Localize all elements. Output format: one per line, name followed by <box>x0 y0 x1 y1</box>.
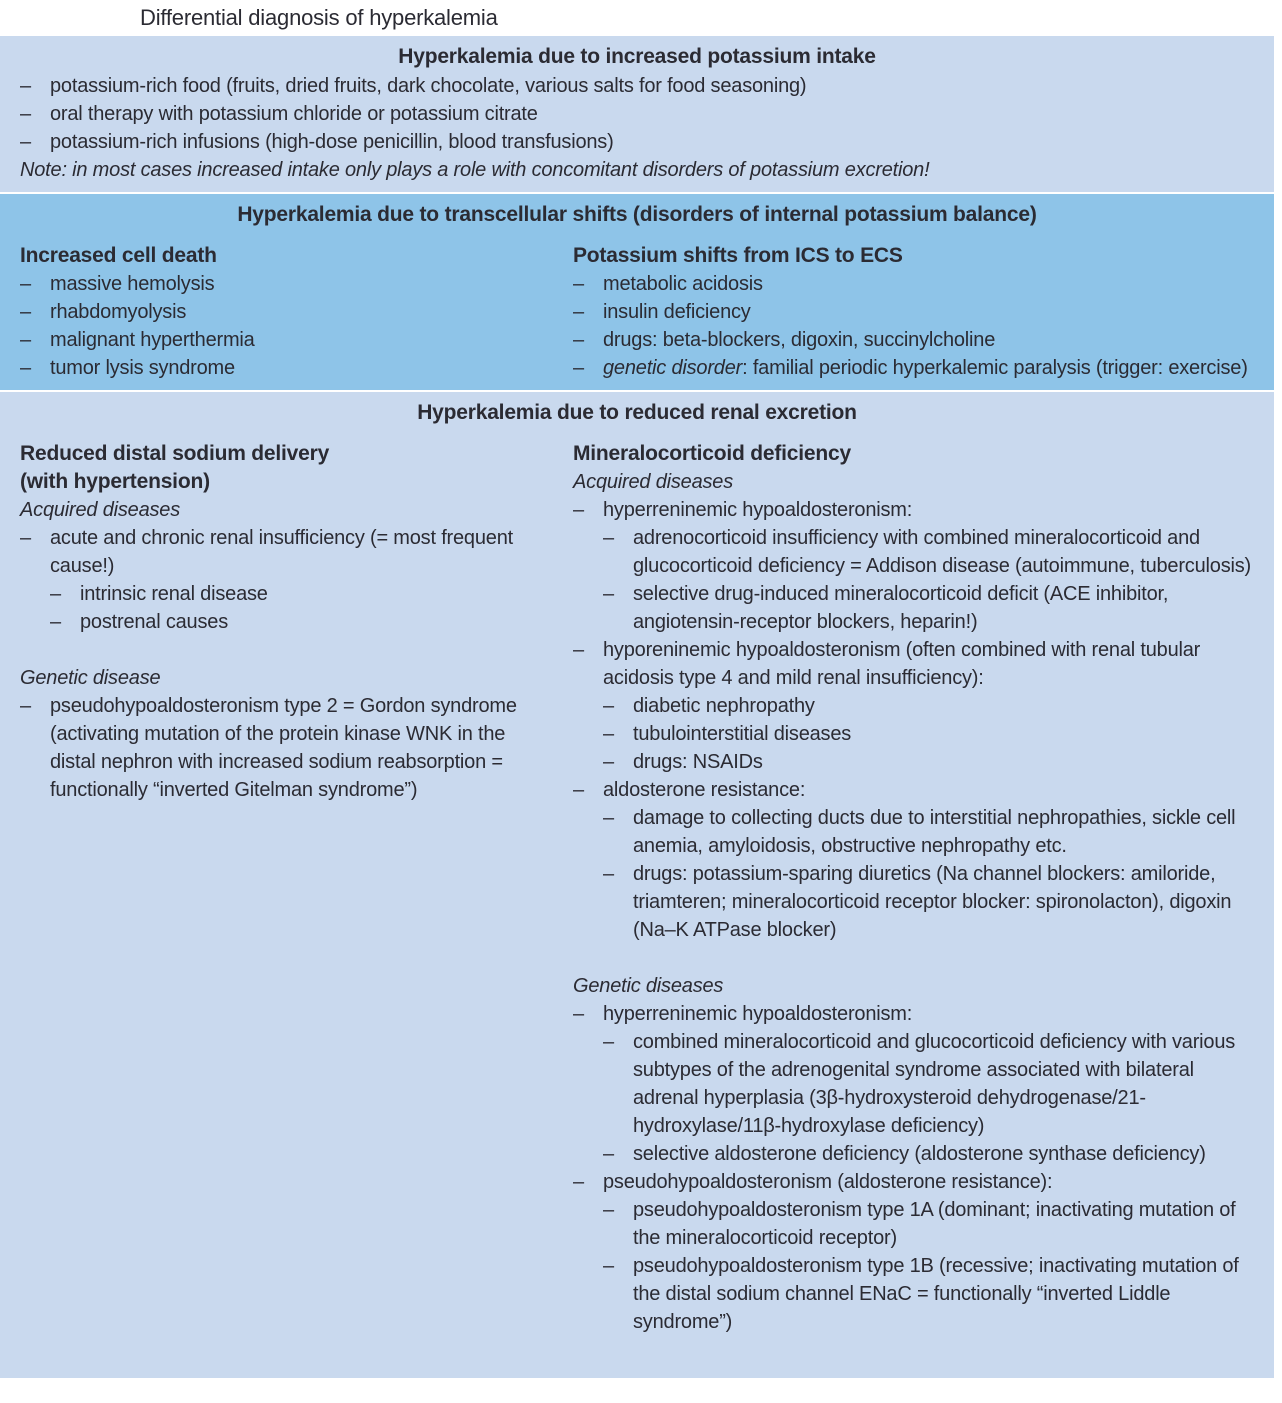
list-item <box>20 326 555 354</box>
dash-bullet: – <box>603 1143 614 1165</box>
dash-bullet: – <box>50 611 61 633</box>
list-item <box>573 776 1254 944</box>
list-item-text: pseudohypoaldosteronism (aldosterone resistance): – pseudohypoaldosteronism type 1A (dominant; inactivating mutation of the mineralocorticoid receptor) – pseudohypoaldosteronism type 1B (recessive; inactivating mutation of the distal sodium channel ENaC = functionally “inverted Liddle syndrome”) <box>603 1168 1254 1336</box>
list-item-text: adrenocorticoid insufficiency with combined mineralocorticoid and glucocorticoid deficiency = Addison disease (autoimmune, tuberculosis) <box>633 527 1252 577</box>
list-item <box>573 1000 1254 1168</box>
list-item-text: intrinsic renal disease <box>80 583 268 605</box>
dash-bullet: – <box>603 527 614 549</box>
dash-list <box>20 270 555 382</box>
dash-list <box>603 1028 1254 1168</box>
cell-death-list <box>20 270 555 382</box>
list-item-text: pseudohypoaldosteronism type 1A (dominant; inactivating mutation of the mineralocorticoid receptor) <box>633 1199 1236 1249</box>
list-item-text: drugs: NSAIDs <box>633 751 763 773</box>
list-item <box>50 580 555 608</box>
list-item-text: selective aldosterone deficiency (aldosterone synthase deficiency) <box>633 1143 1206 1165</box>
dash-bullet: – <box>20 329 31 351</box>
list-item <box>603 860 1254 944</box>
list-item-text: insulin deficiency <box>603 301 751 323</box>
dash-bullet: – <box>573 301 584 323</box>
intake-list <box>20 72 1254 156</box>
list-item <box>573 326 1254 354</box>
list-item <box>573 270 1254 298</box>
list-item <box>603 1252 1254 1336</box>
dash-bullet: – <box>603 751 614 773</box>
table-title: Differential diagnosis of hyperkalemia <box>140 5 498 30</box>
list-item <box>573 298 1254 326</box>
shifts-column-left <box>20 242 573 382</box>
dash-bullet: – <box>50 583 61 605</box>
dash-list <box>573 496 1254 944</box>
differential-diagnosis-table <box>0 36 1274 1378</box>
ics-ecs-list <box>573 270 1254 382</box>
dash-list <box>603 1196 1254 1336</box>
dash-bullet: – <box>573 639 584 661</box>
dash-bullet: – <box>20 357 31 379</box>
list-item-text: tubulointerstitial diseases <box>633 723 852 745</box>
column-heading: Mineralocorticoid deficiency <box>573 442 851 465</box>
group-subheading: Genetic diseases <box>573 975 724 997</box>
dash-bullet: – <box>603 807 614 829</box>
section-transcellular-shifts <box>0 194 1274 390</box>
list-item <box>603 580 1254 636</box>
list-item-text: aldosterone resistance: – damage to collecting ducts due to interstitial nephropathies, sickle cell anemia, amyloidosis, obstructive nephropathy etc. – drugs: potassium-sparing diuretics (Na channel blockers: amiloride, triamteren; mineralocorticoid receptor blocker: spironolacton), digoxin (Na–K ATPase blocker) <box>603 776 1254 944</box>
dash-bullet: – <box>573 1171 584 1193</box>
list-item-text: massive hemolysis <box>50 273 215 295</box>
dash-bullet: – <box>603 723 614 745</box>
group-subheading: Acquired diseases <box>573 471 734 493</box>
list-item <box>573 354 1254 382</box>
dash-list <box>603 524 1254 636</box>
list-item <box>20 354 555 382</box>
dash-bullet: – <box>603 1199 614 1221</box>
list-item-text: tumor lysis syndrome <box>50 357 235 379</box>
dash-bullet: – <box>20 273 31 295</box>
column-heading: Potassium shifts from ICS to ECS <box>573 244 903 267</box>
list-item-text: hyporeninemic hypoaldosteronism (often combined with renal tubular acidosis type 4 and mild renal insufficiency): – diabetic nephropathy – tubulointerstitial diseases – drugs: NSAIDs <box>603 636 1254 776</box>
renal-columns <box>20 440 1254 1336</box>
genetic-list <box>20 692 555 804</box>
list-item-text: genetic disorder: familial periodic hyperkalemic paralysis (trigger: exercise) <box>603 357 1248 379</box>
list-item-text: malignant hyperthermia <box>50 329 255 351</box>
dash-list <box>20 524 555 636</box>
list-item-text: drugs: beta-blockers, digoxin, succinylcholine <box>603 329 996 351</box>
acquired-list <box>573 496 1254 944</box>
list-item <box>20 692 555 804</box>
dash-list <box>573 1000 1254 1336</box>
section-increased-intake <box>0 36 1274 192</box>
dash-bullet: – <box>20 695 31 717</box>
section-header: Hyperkalemia due to increased potassium intake <box>398 45 876 68</box>
list-item <box>20 100 1254 128</box>
acquired-list <box>20 524 555 636</box>
dash-list <box>573 270 1254 382</box>
group-acquired <box>20 496 555 636</box>
renal-column-left <box>20 440 573 804</box>
list-item-text: acute and chronic renal insufficiency (= most frequent cause!) – intrinsic renal disease – postrenal causes <box>50 524 555 636</box>
list-item-text: postrenal causes <box>80 611 229 633</box>
group-subheading: Acquired diseases <box>20 499 181 521</box>
dash-list <box>20 72 1254 156</box>
dash-bullet: – <box>20 527 31 549</box>
dash-bullet: – <box>20 75 31 97</box>
list-item-text: potassium-rich food (fruits, dried fruits, dark chocolate, various salts for food seasoning) <box>50 75 807 97</box>
dash-list <box>603 692 1254 776</box>
section-header: Hyperkalemia due to transcellular shifts (disorders of internal potassium balance) <box>237 203 1037 226</box>
list-item-text: hyperreninemic hypoaldosteronism: – combined mineralocorticoid and glucocorticoid deficiency with various subtypes of the adrenogenital syndrome associated with bilateral adrenal hyperplasia (3β-hydroxysteroid dehydrogenase/21-hydroxylase/11β-hydroxylase deficiency) – selective aldosterone deficiency (aldosterone synthase deficiency) <box>603 1000 1254 1168</box>
shifts-columns <box>20 242 1254 382</box>
dash-bullet: – <box>573 357 584 379</box>
renal-column-right <box>573 440 1254 1336</box>
list-item <box>20 298 555 326</box>
list-item <box>603 1140 1254 1168</box>
list-item-text: metabolic acidosis <box>603 273 763 295</box>
list-item-text: rhabdomyolysis <box>50 301 187 323</box>
dash-bullet: – <box>603 583 614 605</box>
list-item <box>20 128 1254 156</box>
list-item-text: combined mineralocorticoid and glucocorticoid deficiency with various subtypes of the adrenogenital syndrome associated with bilateral adrenal hyperplasia (3β-hydroxysteroid dehydrogenase/21-hydroxylase/11β-hydroxylase deficiency) <box>633 1031 1236 1137</box>
intake-note: Note: in most cases increased intake only plays a role with concomitant disorders of potassium excretion! <box>20 159 930 181</box>
dash-bullet: – <box>603 695 614 717</box>
dash-bullet: – <box>573 273 584 295</box>
list-item <box>573 496 1254 636</box>
list-item-text: selective drug-induced mineralocorticoid deficit (ACE inhibitor, angiotensin-receptor blockers, heparin!) <box>633 583 1169 633</box>
list-item <box>603 748 1254 776</box>
group-genetic <box>20 664 555 804</box>
dash-bullet: – <box>20 301 31 323</box>
list-item-text: pseudohypoaldosteronism type 2 = Gordon syndrome (activating mutation of the protein kinase WNK in the distal nephron with increased sodium reabsorption = functionally “inverted Gitelman syndrome”) <box>50 695 517 801</box>
list-item-text: drugs: potassium-sparing diuretics (Na channel blockers: amiloride, triamteren; mineralocorticoid receptor blocker: spironolacton), digoxin (Na–K ATPase blocker) <box>633 863 1232 941</box>
list-item-text: pseudohypoaldosteronism type 1B (recessive; inactivating mutation of the distal sodium channel ENaC = functionally “inverted Liddle syndrome”) <box>633 1255 1239 1333</box>
list-item-text: hyperreninemic hypoaldosteronism: – adrenocorticoid insufficiency with combined mineralocorticoid and glucocorticoid deficiency = Addison disease (autoimmune, tuberculosis) – selective drug-induced mineralocorticoid deficit (ACE inhibitor, angiotensin-receptor blockers, heparin!) <box>603 496 1254 636</box>
dash-bullet: – <box>573 779 584 801</box>
dash-bullet: – <box>603 863 614 885</box>
list-item <box>603 1028 1254 1140</box>
group-genetic <box>573 972 1254 1336</box>
dash-list <box>50 580 555 636</box>
list-item-text: oral therapy with potassium chloride or potassium citrate <box>50 103 538 125</box>
shifts-column-right <box>573 242 1254 382</box>
list-item <box>573 1168 1254 1336</box>
list-item <box>20 72 1254 100</box>
dash-bullet: – <box>603 1031 614 1053</box>
section-header: Hyperkalemia due to reduced renal excretion <box>417 401 857 424</box>
list-item <box>603 720 1254 748</box>
dash-bullet: – <box>20 103 31 125</box>
dash-bullet: – <box>20 131 31 153</box>
column-heading-line1: Reduced distal sodium delivery <box>20 442 330 465</box>
group-acquired <box>573 468 1254 944</box>
column-heading: Increased cell death <box>20 244 217 267</box>
list-item <box>20 270 555 298</box>
section-reduced-renal-excretion <box>0 392 1274 1378</box>
dash-bullet: – <box>573 499 584 521</box>
dash-bullet: – <box>603 1255 614 1277</box>
list-item-text: potassium-rich infusions (high-dose penicillin, blood transfusions) <box>50 131 614 153</box>
list-item <box>603 692 1254 720</box>
dash-bullet: – <box>573 329 584 351</box>
genetic-list <box>573 1000 1254 1336</box>
list-item-text: diabetic nephropathy <box>633 695 815 717</box>
list-item <box>573 636 1254 776</box>
list-item <box>603 1196 1254 1252</box>
list-item-text: damage to collecting ducts due to interstitial nephropathies, sickle cell anemia, amyloidosis, obstructive nephropathy etc. <box>633 807 1236 857</box>
list-item <box>603 804 1254 860</box>
column-heading-line2: (with hypertension) <box>20 470 210 493</box>
group-subheading: Genetic disease <box>20 667 161 689</box>
list-item <box>20 524 555 636</box>
dash-bullet: – <box>573 1003 584 1025</box>
list-item <box>50 608 555 636</box>
dash-list <box>20 692 555 804</box>
list-item <box>603 524 1254 580</box>
dash-list <box>603 804 1254 944</box>
